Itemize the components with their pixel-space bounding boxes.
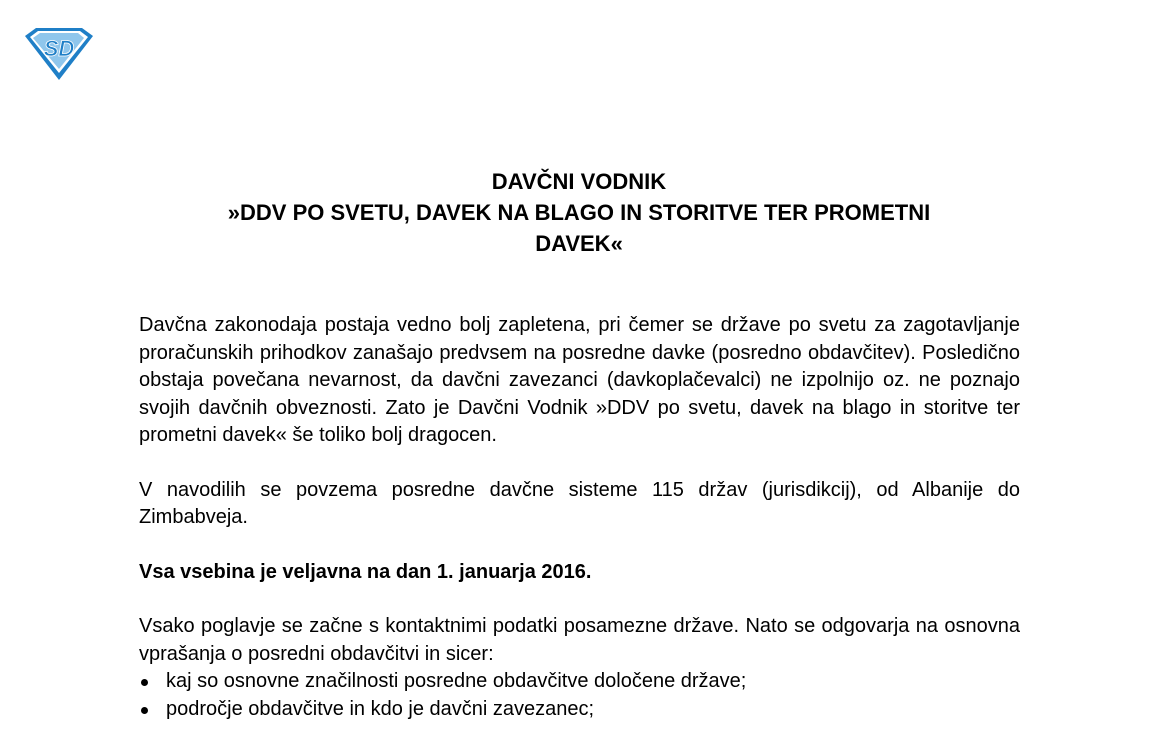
bullet-list <box>139 668 1020 723</box>
title-line-1: DAVČNI VODNIK <box>491 169 667 194</box>
list-item <box>139 696 1020 724</box>
title-line-3: DAVEK« <box>535 231 623 256</box>
paragraph-chapter-structure: Vsako poglavje se začne s kontaktnimi podatki posamezne države. Nato se odgovarja na osnovna vprašanja o posredni obdavčitvi in sicer: <box>139 615 1020 665</box>
list-item-text: kaj so osnovne značilnosti posredne obdavčitve določene države; <box>166 670 747 692</box>
bullet-icon <box>141 679 148 686</box>
list-item <box>139 668 1020 696</box>
logo-text: SD <box>43 36 75 61</box>
document-title <box>120 166 1038 259</box>
company-logo <box>22 26 96 82</box>
paragraph-validity-date: Vsa vsebina je veljavna na dan 1. januarja 2016. <box>139 560 592 583</box>
sd-logo-icon <box>22 26 96 82</box>
title-line-2: »DDV PO SVETU, DAVEK NA BLAGO IN STORITVE TER PROMETNI <box>227 200 931 225</box>
paragraph-coverage: V navodilih se povzema posredne davčne sisteme 115 držav (jurisdikcij), od Albanije do Zimbabveja. <box>139 478 1020 528</box>
bullet-icon <box>141 707 148 714</box>
list-item-text: področje obdavčitve in kdo je davčni zavezanec; <box>166 697 595 720</box>
document-body <box>139 312 1020 723</box>
paragraph-intro: Davčna zakonodaja postaja vedno bolj zapletena, pri čemer se države po svetu za zagotavljanje proračunskih prihodkov zanašajo predvsem na posredne davke (posredno obdavčitev). Posledično obstaja povečana nevarnost, da davčni zavezanci (davkoplačevalci) ne izpolnijo oz. ne poznajo svojih davčnih obveznosti. Zato je Davčni Vodnik »DDV po svetu, davek na blago in storitve ter prometni davek« še toliko bolj dragocen. <box>139 314 1020 446</box>
